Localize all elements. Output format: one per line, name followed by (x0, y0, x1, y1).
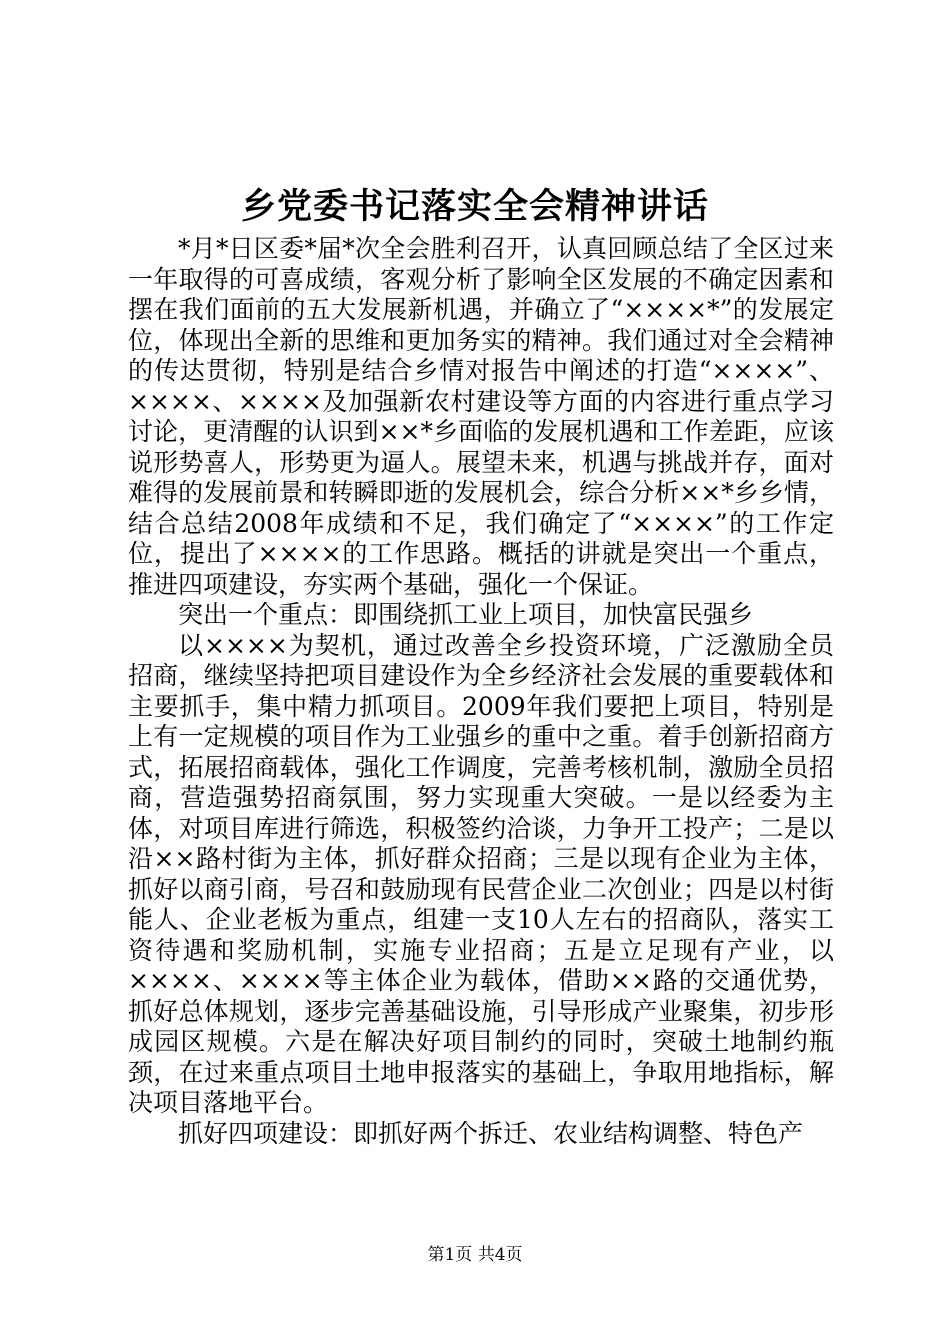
paragraph-intro: *月*日区委*届*次全会胜利召开，认真回顾总结了全区过来一年取得的可喜成绩，客观分析了影响全区发展的不确定因素和摆在我们面前的五大发展新机遇，并确立了“××××*”的发展定位，体现出全新的思维和更加务实的精神。我们通过对全会精神的传达贯彻，特别是结合乡情对报告中阐述的打造“××××”、××××、××××及加强新农村建设等方面的内容进行重点学习讨论，更清醒的认识到××*乡面临的发展机遇和工作差距，应该说形势喜人，形势更为逼人。展望未来，机遇与挑战并存，面对难得的发展前景和转瞬即逝的发展机会，综合分析××*乡乡情，结合总结2008年成绩和不足，我们确定了“××××”的工作定位，提出了××××的工作思路。概括的讲就是突出一个重点，推进四项建设，夯实两个基础，强化一个保证。 (128, 234, 834, 599)
paragraph-heading-key-point: 突出一个重点：即围绕抓工业上项目，加快富民强乡 (178, 600, 754, 629)
paragraph-projects: 以××××为契机，通过改善全乡投资环境，广泛激励全员招商，继续坚持把项目建设作为全乡经济社会发展的重要载体和主要抓手，集中精力抓项目。2009年我们要把上项目，特别是上有一定规模的项目作为工业强乡的重中之重。着手创新招商方式，拓展招商载体，强化工作调度，完善考核机制，激励全员招商，营造强势招商氛围，努力实现重大突破。一是以经委为主体，对项目库进行筛选，积极签约洽谈，力争开工投产；二是以沿××路村街为主体，抓好群众招商；三是以现有企业为主体，抓好以商引商，号召和鼓励现有民营企业二次创业；四是以村街能人、企业老板为重点，组建一支10人左右的招商队，落实工资待遇和奖励机制，实施专业招商；五是立足现有产业，以××××、××××等主体企业为载体，借助××路的交通优势，抓好总体规划，逐步完善基础设施，引导形成产业聚集，初步形成园区规模。六是在解决好项目制约的同时，突破土地制约瓶颈，在过来重点项目土地申报落实的基础上，争取用地指标，解决项目落地平台。 (128, 630, 834, 1117)
document-body (128, 234, 834, 1149)
page-footer: 第1页 共4页 (427, 1245, 523, 1265)
paragraph-heading-four-constructions: 抓好四项建设：即抓好两个拆迁、农业结构调整、特色产 (178, 1118, 804, 1148)
document-title: 乡党委书记落实全会精神讲话 (240, 186, 709, 227)
